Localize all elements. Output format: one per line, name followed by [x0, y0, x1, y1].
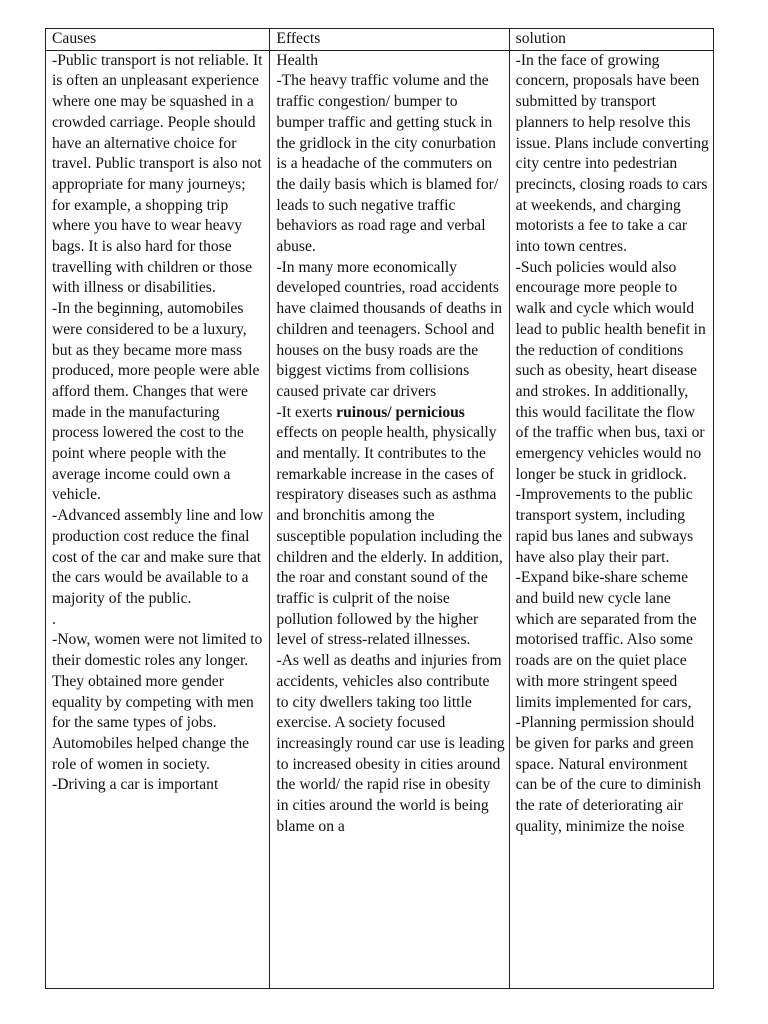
header-causes: Causes [46, 29, 270, 51]
solution-paragraph: -In the face of growing concern, proposals have been submitted by transport planners to help resolve this issue. Plans include converting city centre into pedestrian precincts, closing roads to cars at weekends, and charging motorists a fee to take a car into town centres. [515, 51, 709, 256]
effects-bold-text: ruinous/ pernicious [336, 403, 465, 421]
effects-paragraph: -In many more economically developed countries, road accidents have claimed thousands of deaths in children and teenagers. School and houses on the busy roads are the biggest victims from collisions caused private car drivers [276, 258, 503, 400]
effects-text: effects on people health, physically and mentally. It contributes to the remarkable increase in the cases of respiratory diseases such as asthma and bronchitis among the susceptible population including the children and the elderly. In addition, the roar and constant sound of the traffic is culprit of the noise pollution followed by the higher level of stress-related illnesses. [276, 424, 503, 649]
effects-paragraph [276, 403, 504, 651]
causes-paragraph: -Public transport is not reliable. It is often an unpleasant experience where one may be squashed in a crowded carriage. People should have an alternative choice for travel. Public transport is also not appropriate for many journeys; for example, a shopping trip where you have to wear heavy bags. It is also hard for those travelling with children or those with illness or disabilities. [52, 51, 263, 297]
table-header-row [46, 29, 714, 51]
solution-paragraph: -Planning permission should be given for parks and green space. Natural environment can be of the cure to diminish the rate of deteriorating air quality, minimize the noise [515, 714, 702, 835]
header-solution: solution [509, 29, 713, 51]
causes-effects-solution-table [45, 28, 714, 989]
effects-paragraph: -The heavy traffic volume and the traffic congestion/ bumper to bumper traffic and getting stuck in the gridlock in the city conurbation is a headache of the commuters on the daily basis which is blamed for/ leads to such negative traffic behaviors as road rage and verbal abuse. [276, 72, 499, 256]
causes-cell [46, 50, 270, 988]
table-body-row [46, 50, 714, 988]
causes-paragraph: -Advanced assembly line and low production cost reduce the final cost of the car and make sure that the cars would be available to a majority of the public. [52, 507, 264, 607]
header-effects: Effects [270, 29, 509, 51]
solution-paragraph: -Such policies would also encourage more people to walk and cycle which would lead to public health benefit in the reduction of conditions such as obesity, heart disease and strokes. In additionally, this would facilitate the flow of the traffic when bus, taxi or emergency vehicles would no longer be stuck in gridlock. [515, 258, 706, 483]
solution-paragraph: -Expand bike-share scheme and build new cycle lane which are separated from the motorised traffic. Also some roads are on the quiet place with more stringent speed limits implemented for cars, [515, 569, 697, 711]
causes-paragraph: -In the beginning, automobiles were considered to be a luxury, but as they became more mass produced, more people were able afford them. Changes that were made in the manufacturing process lowered the cost to the point where people with the average income could own a vehicle. [52, 300, 260, 504]
effects-paragraph: -As well as deaths and injuries from accidents, vehicles also contribute to city dwellers taking too little exercise. A society focused increasingly round car use is leading to increased obesity in cities around the world/ the rapid rise in obesity in cities around the world is being blame on a [276, 652, 505, 835]
causes-paragraph: -Now, women were not limited to their domestic roles any longer. They obtained more gender equality by competing with men for the same types of jobs. Automobiles helped change the role of women in society. [52, 631, 263, 773]
causes-paragraph: -Driving a car is important [52, 776, 219, 794]
effects-heading: Health [276, 51, 318, 69]
solution-cell [509, 50, 713, 988]
effects-text: -It exerts [276, 403, 337, 421]
causes-paragraph: . [52, 610, 56, 628]
solution-paragraph: -Improvements to the public transport system, including rapid bus lanes and subways have also play their part. [515, 486, 694, 566]
effects-cell [270, 50, 509, 988]
